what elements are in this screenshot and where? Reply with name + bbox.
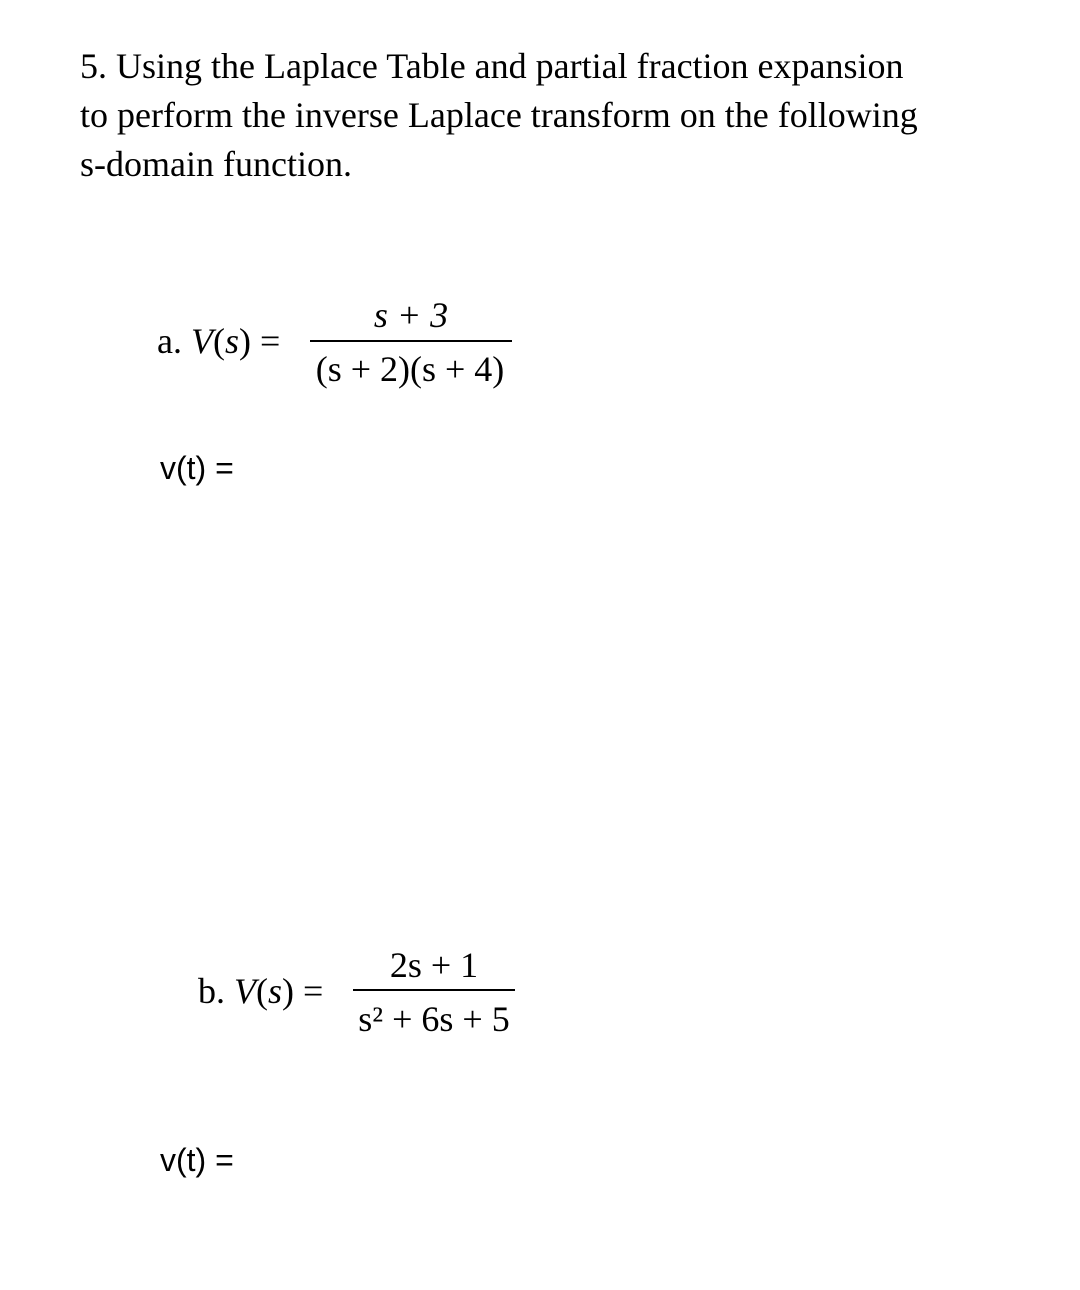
part-b-denominator: s² + 6s + 5 [358,999,510,1039]
part-b-lhs: b. V(s) = [198,971,324,1011]
part-b-fraction-bar [353,989,515,991]
part-b-variable: s [268,971,283,1011]
prompt-line-1: 5. Using the Laplace Table and partial fraction expansion [80,46,904,86]
part-b-label: b. [198,971,225,1011]
part-a-lhs: a. V(s) = [157,321,281,361]
part-a-label: a. [157,321,182,361]
part-a-denominator: (s + 2)(s + 4) [315,349,505,389]
prompt-line-3: s-domain function. [80,144,352,184]
part-a-variable: s [224,321,239,361]
part-b-function-name: V [234,971,256,1011]
part-b-answer-label: v(t) = [160,1142,234,1178]
part-b-numerator: 2s + 1 [389,945,479,985]
part-a-numerator: s + 3 [373,295,449,335]
part-a-function-name: V [190,321,213,361]
part-a-fraction-bar [310,340,512,342]
prompt-line-2: to perform the inverse Laplace transform on the following [80,95,918,135]
problem-prompt [80,42,1040,189]
part-a-answer-label: v(t) = [160,450,234,486]
